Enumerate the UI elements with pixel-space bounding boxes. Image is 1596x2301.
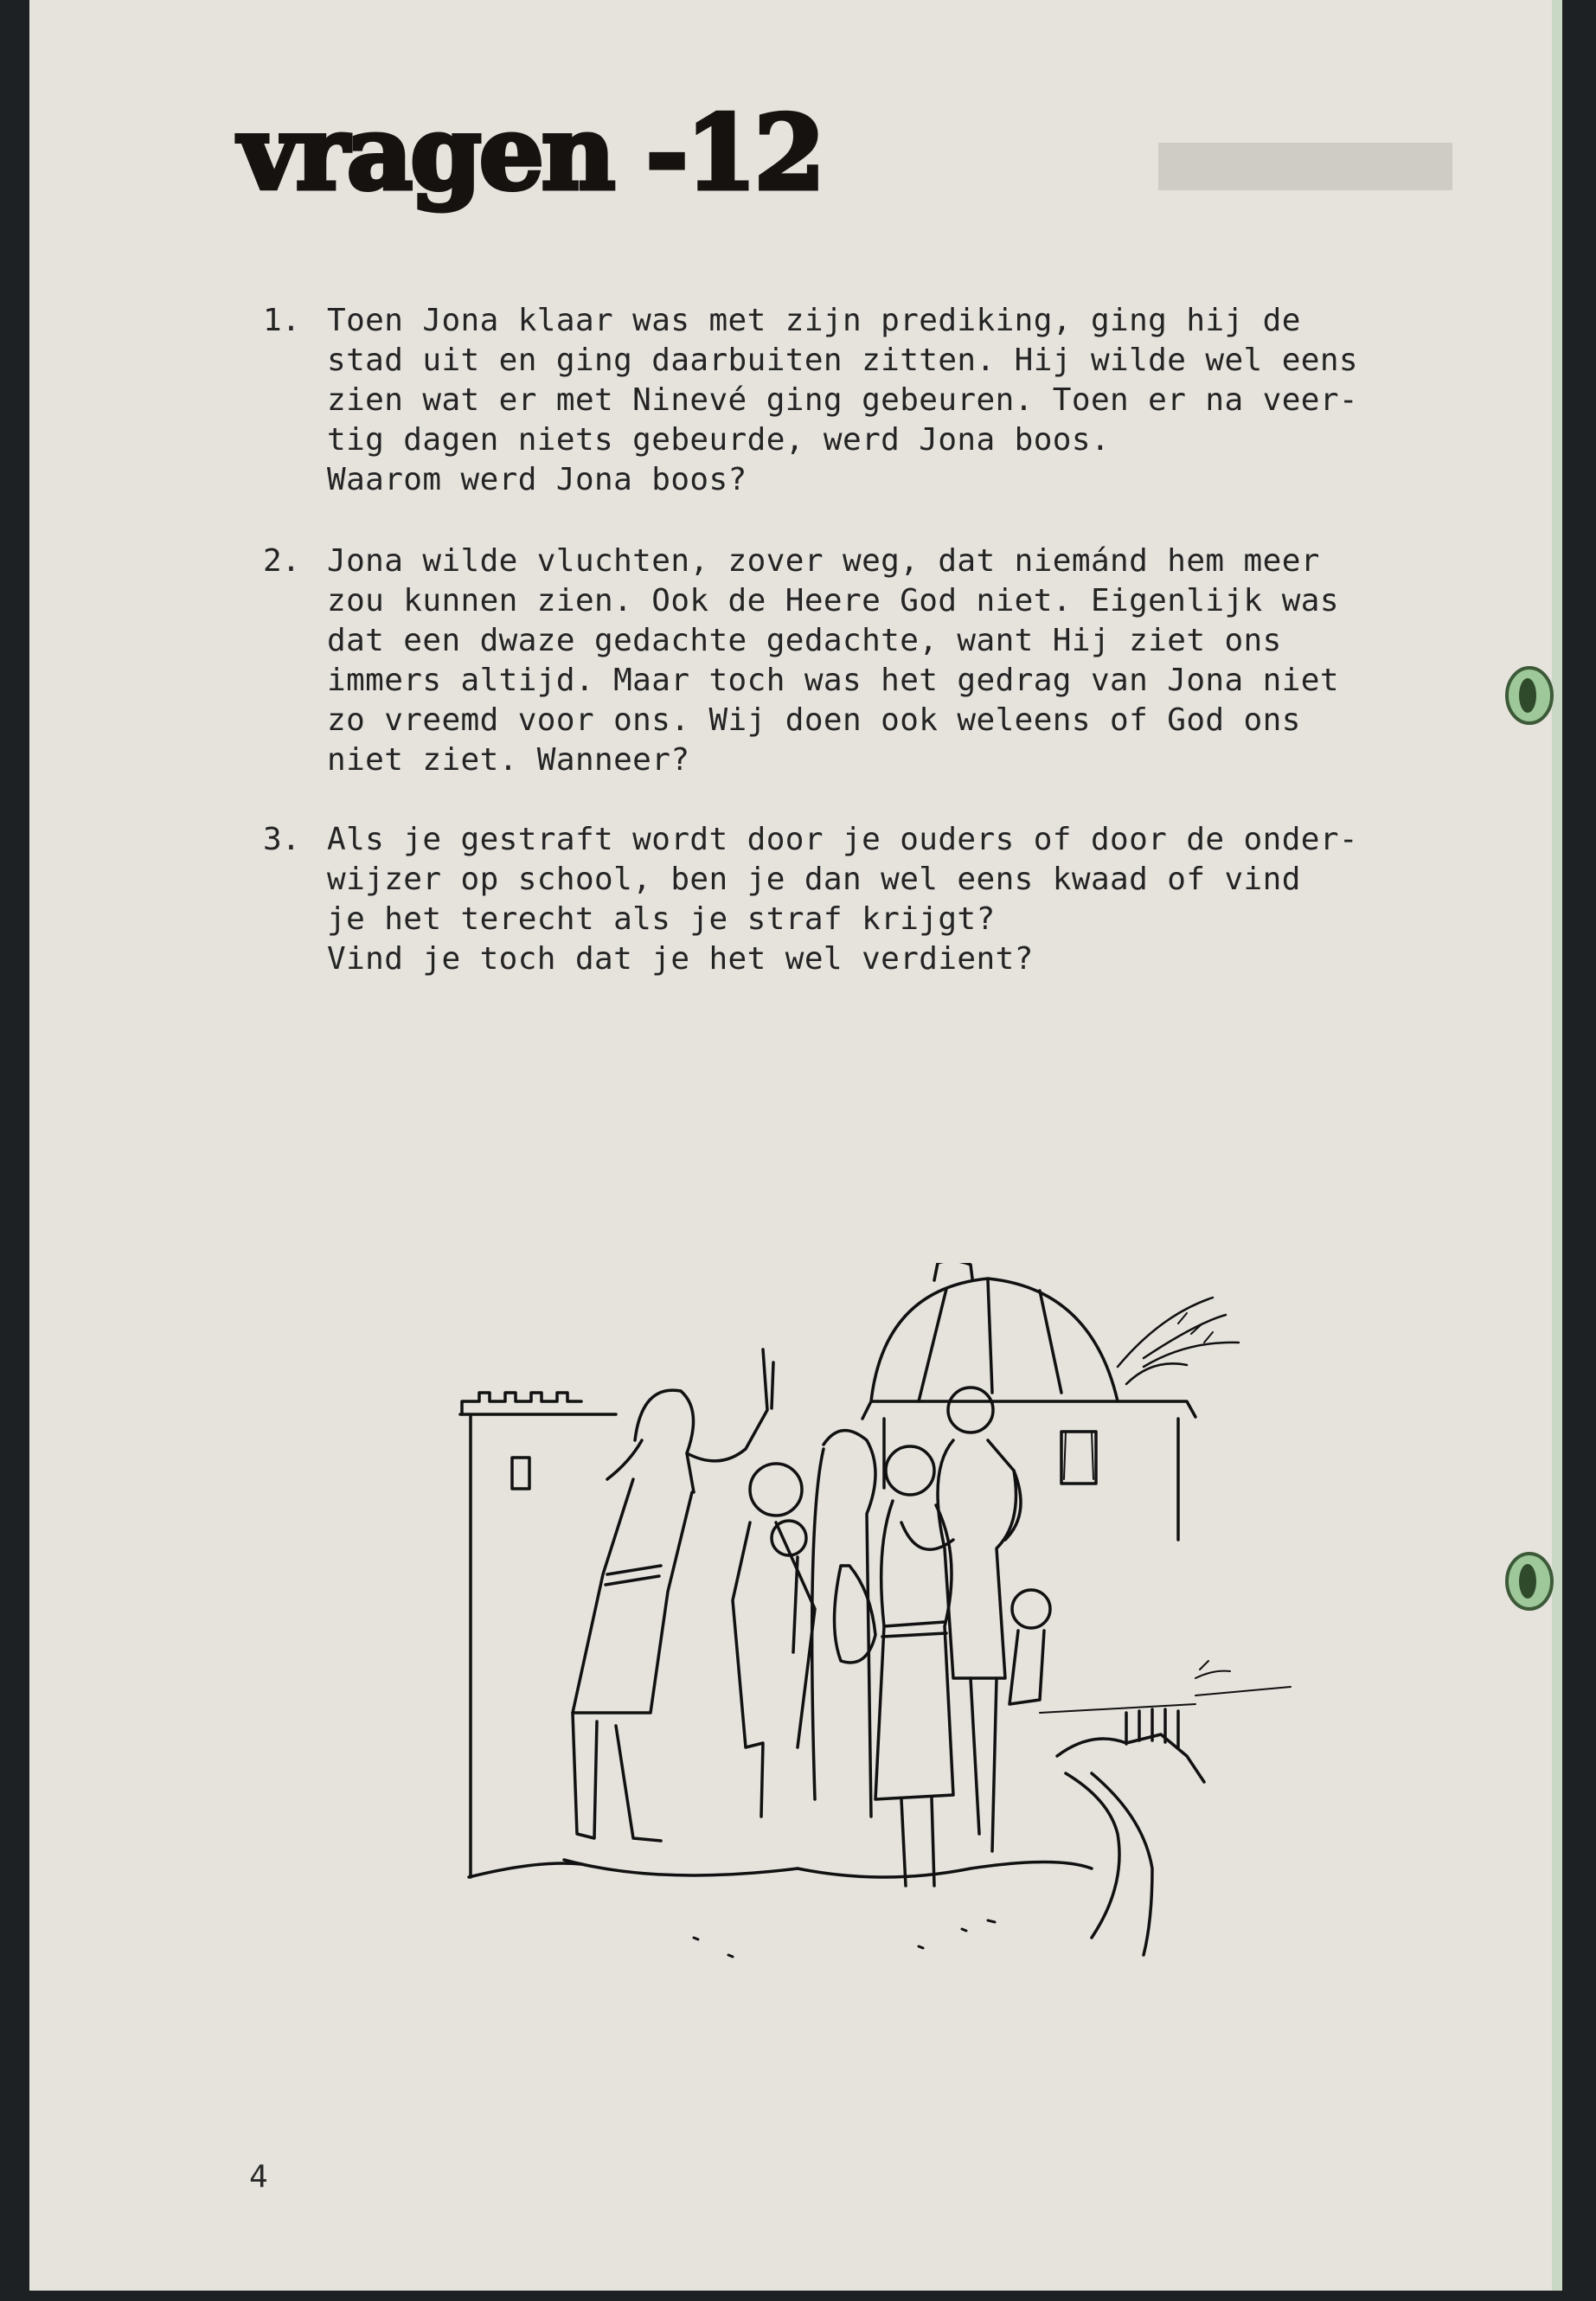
show-through-title <box>1154 134 1465 212</box>
question-text: Als je gestraft wordt door je ouders of door de onder- wijzer op school, ben je dan wel eens kwaad of vind je het terecht als je straf krijgt? Vind je toch dat je het wel verdient? <box>327 822 1358 977</box>
question-number: 2. <box>263 543 301 579</box>
jonah-preaching-illustration <box>434 1263 1317 1981</box>
question-item <box>261 542 1490 780</box>
question-item <box>261 820 1490 979</box>
question-text: Jona wilde vluchten, zover weg, dat niemánd hem meer zou kunnen zien. Ook de Heere God niet. Eigenlijk was dat een dwaze gedachte gedachte, want Hij ziet ons immers altijd. Maar toch was het gedrag van Jona niet zo vreemd voor ons. Wij doen ook weleens of God ons niet ziet. Wanneer? <box>327 543 1339 778</box>
workbook-page <box>29 0 1562 2291</box>
page-title: vragen -12 <box>239 93 823 213</box>
question-item <box>261 301 1490 500</box>
page-number: 4 <box>249 2159 268 2195</box>
question-list <box>261 301 1490 979</box>
question-number: 3. <box>263 822 301 857</box>
question-number: 1. <box>263 303 301 338</box>
question-text: Toen Jona klaar was met zijn prediking, ging hij de stad uit en ging daarbuiten zitten. Hij wilde wel eens zien wat er met Ninevé ging gebeuren. Toen er na veer- tig dagen niets gebeurde, werd Jona boos. Waarom werd Jona boos? <box>327 303 1358 497</box>
